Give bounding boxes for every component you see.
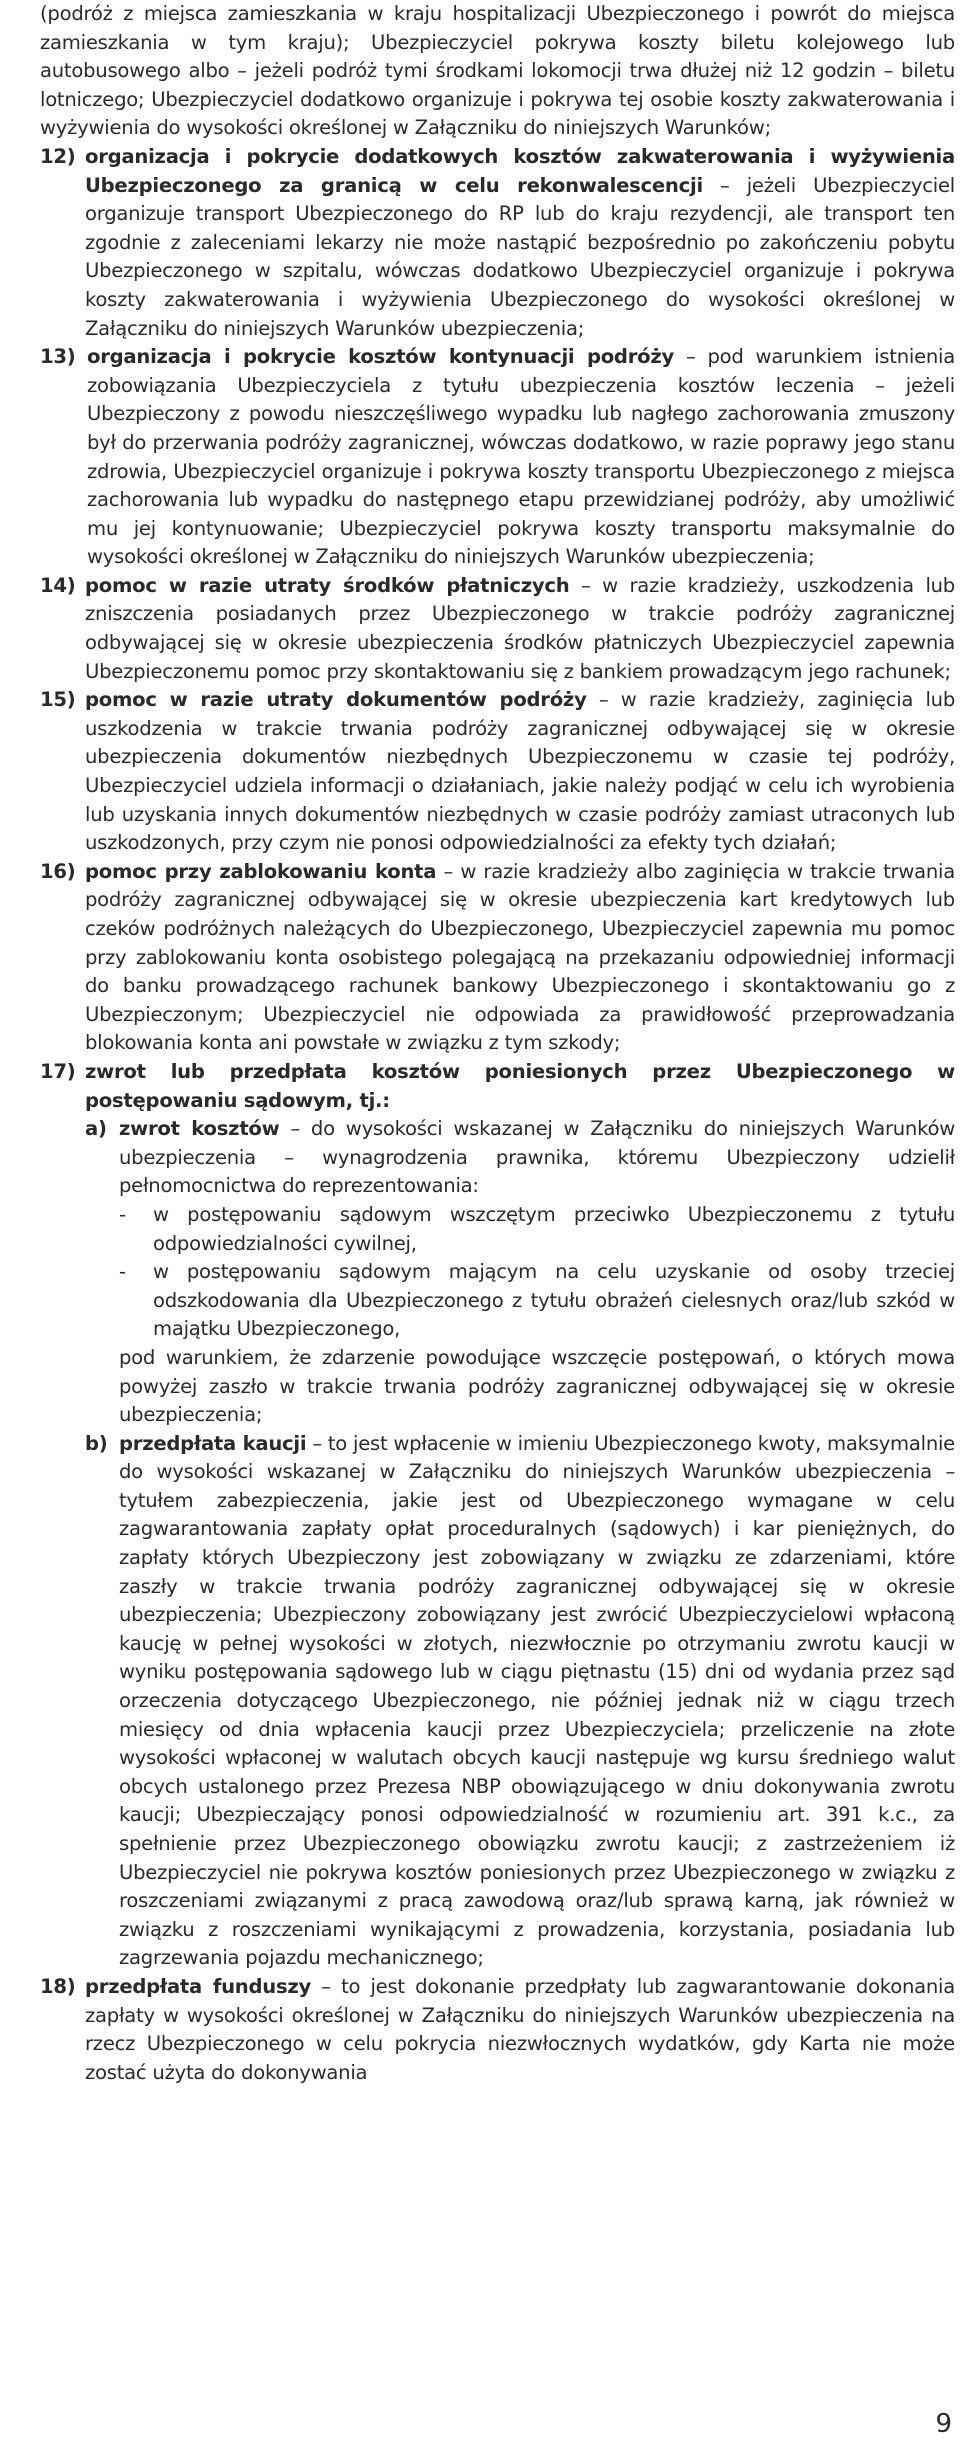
dash-marker: - xyxy=(119,1202,126,1226)
item-17 xyxy=(40,1058,955,1973)
item-body xyxy=(87,343,955,572)
subitem-b xyxy=(85,1430,955,1973)
subitem-tail: pod warunkiem, że zdarzenie powodujące wszczęcie postępowań, o których mowa powyżej zaszło w trakcie trwania podróży zagranicznej odbywającej się w okresie ubezpieczenia; xyxy=(119,1345,955,1427)
item-title: zwrot lub przedpłata kosztów poniesionych przez Ubezpieczonego w postępowaniu sądowym, tj.: xyxy=(85,1059,955,1112)
dash-text: w postępowaniu sądowym wszczętym przeciwko Ubezpieczonemu z tytułu odpowiedzialności cywilnej, xyxy=(153,1202,955,1255)
subitem-label: a) xyxy=(85,1117,107,1141)
item-text: – jeżeli Ubezpieczyciel organizuje transport Ubezpieczonego do RP lub do kraju rezydencji, ale transport ten zgodnie z zaleceniami lekarzy nie może nastąpić bezpośrednio po zakończeniu pobytu Ubezpieczonego w szpitalu, wówczas dodatkowo Ubezpieczyciel organizuje i pokrywa koszty zakwaterowania i wyżywienia Ubezpieczonego do wysokości określonej w Załączniku do niniejszych Warunków ubezpieczenia; xyxy=(85,173,955,340)
item-number: 13) xyxy=(40,345,76,369)
item-number: 18) xyxy=(40,1974,76,1998)
item-15 xyxy=(40,686,955,858)
item-body xyxy=(85,143,955,343)
dash-text: w postępowaniu sądowym mającym na celu uzyskanie od osoby trzeciej odszkodowania dla Ubezpieczonego z tytułu obrażeń cielesnych oraz/lub szkód w majątku Ubezpieczonego, xyxy=(153,1260,955,1341)
item-text: – w razie kradzieży, zaginięcia lub uszkodzenia w trakcie trwania podróży zagranicznej odbywającej się w okresie ubezpieczenia dokumentów niezbędnych Ubezpieczonemu w czasie tej podróży, Ubezpieczyciel udziela informacji o działaniach, jakie należy podjąć w celu ich wyrobienia lub uzyskania innych dokumentów niezbędnych w czasie podróży zamiast utraconych lub uszkodzonych, przy czym nie ponosi odpowiedzialności za efekty tych działań; xyxy=(85,688,956,855)
item-16 xyxy=(40,858,955,1058)
subitem-body xyxy=(119,1430,955,1973)
item-text: – to jest dokonanie przedpłaty lub zagwarantowanie dokonania zapłaty w wysokości określonej w Załączniku do niniejszych Warunków ubezpieczenia na rzecz Ubezpieczonego w celu pokrycia niezwłocznych wydatków, gdy Karta nie może zostać użyta do dokonywania xyxy=(85,1974,955,2084)
subitem-label: b) xyxy=(85,1431,108,1455)
item-title: pomoc w razie utraty dokumentów podróży xyxy=(85,688,587,712)
item-body xyxy=(85,1973,955,2087)
item-body xyxy=(85,1058,955,1973)
item-title: przedpłata funduszy xyxy=(85,1974,312,1998)
subitem-text: – to jest wpłacenie w imieniu Ubezpieczonego kwoty, maksymalnie do wysokości wskazanej w Załączniku do niniejszych Warunków ubezpieczenia – tytułem zabezpieczenia, jakie jest od Ubezpieczonego wymagane w celu zagwarantowania zapłaty opłat proceduralnych (sądowych) i kar pieniężnych, do zapłaty których Ubezpieczony jest zobowiązany w związku ze zdarzeniami, które zaszły w trakcie trwania podróży zagranicznej odbywającej się w okresie ubezpieczenia; Ubezpieczony zobowiązany jest zwrócić Ubezpieczycielowi wpłaconą kaucję w pełnej wysokości w złotych, niezwłocznie po otrzymaniu zwrotu kaucji w wyniku postępowania sądowego lub w ciągu piętnastu (15) dni od wydania przez sąd orzeczenia dotyczącego Ubezpieczonego, nie później jednak niż w ciągu trzech miesięcy od dnia wpłacenia kaucji przez Ubezpieczyciela; przeliczenie na złote wysokości wpłaconej w walutach obcych kaucji następuje wg kursu średniego walut obcych ustalonego przez Prezesa NBP obowiązującego w dniu dokonywania zwrotu kaucji; Ubezpieczający ponosi odpowiedzialność w rozumieniu art. 391 k.c., za spełnienie przez Ubezpieczonego obowiązku zwrotu kaucji; z zastrzeżeniem iż Ubezpieczyciel nie pokrywa kosztów poniesionych przez Ubezpieczonego w związku z roszczeniami związanymi z pracą zawodową oraz/lub sprawą karną, jak również w związku z roszczeniami wynikającymi z prowadzenia, korzystania, posiadania lub zagrzewania pojazdu mechanicznego; xyxy=(119,1431,955,1970)
item-title: pomoc w razie utraty środków płatniczych xyxy=(85,573,570,597)
document-page xyxy=(40,0,955,2087)
subitem-title: przedpłata kaucji xyxy=(119,1431,307,1455)
item-number: 17) xyxy=(40,1059,76,1083)
item-body xyxy=(85,686,955,858)
dash-item xyxy=(119,1201,955,1258)
item-13 xyxy=(40,343,955,572)
item-18 xyxy=(40,1973,955,2087)
item-number: 14) xyxy=(40,573,76,597)
item-text: – w razie kradzieży, uszkodzenia lub zniszczenia posiadanych przez Ubezpieczonego w trakcie podróży zagranicznej odbywającej się w okresie ubezpieczenia środków płatniczych Ubezpieczyciel zapewnia Ubezpieczonemu pomoc przy skontaktowaniu się z bankiem prowadzącym jego rachunek; xyxy=(85,573,955,683)
subitem-text: – do wysokości wskazanej w Załączniku do niniejszych Warunków ubezpieczenia – wynagrodzenia prawnika, któremu Ubezpieczony udzielił pełnomocnictwa do reprezentowania: xyxy=(119,1117,956,1198)
item-text: – w razie kradzieży albo zaginięcia w trakcie trwania podróży zagranicznej odbywającej się w okresie ubezpieczenia kart kredytowych lub czeków podróżnych należących do Ubezpieczonego, Ubezpieczyciel zapewnia mu pomoc przy zablokowaniu konta osobistego polegającą na przekazaniu odpowiedniej informacji do banku prowadzącego rachunek bankowy Ubezpieczonego i skontaktowaniu go z Ubezpieczonym; Ubezpieczyciel nie odpowiada za prawidłowość przeprowadzania blokowania konta ani powstałe w związku z tym szkody; xyxy=(85,859,955,1055)
subitem-body xyxy=(119,1115,955,1430)
item-number: 12) xyxy=(40,144,76,168)
item-body xyxy=(85,858,955,1058)
item-title: organizacja i pokrycie kosztów kontynuacji podróży xyxy=(87,345,675,369)
item-number: 16) xyxy=(40,859,76,883)
dash-marker: - xyxy=(119,1260,126,1284)
item-title: pomoc przy zablokowaniu konta xyxy=(85,859,437,883)
item-text: – pod warunkiem istnienia zobowiązania Ubezpieczyciela z tytułu ubezpieczenia kosztów leczenia – jeżeli Ubezpieczony z powodu nieszczęśliwego wypadku lub nagłego zachorowania zmuszony był do przerwania podróży zagranicznej, wówczas dodatkowo, w razie poprawy jego stanu zdrowia, Ubezpieczyciel organizuje i pokrywa koszty transportu Ubezpieczonego z miejsca zachorowania lub wypadku do następnego etapu przewidzianej podróży, aby umożliwić mu jej kontynuowanie; Ubezpieczyciel pokrywa koszty transportu maksymalnie do wysokości określonej w Załączniku do niniejszych Warunków ubezpieczenia; xyxy=(87,345,955,569)
item-12 xyxy=(40,143,955,343)
subitem-a xyxy=(85,1115,955,1430)
page-number: 9 xyxy=(935,2409,952,2439)
subitem-title: zwrot kosztów xyxy=(119,1117,280,1141)
item-14 xyxy=(40,572,955,686)
item-body xyxy=(85,572,955,686)
item-number: 15) xyxy=(40,688,76,712)
dash-item xyxy=(119,1258,955,1344)
item-title: organizacja i pokrycie dodatkowych kosztów zakwaterowania i wyżywienia Ubezpieczonego za granicą w celu rekonwalescencji xyxy=(85,144,955,197)
intro-paragraph: (podróż z miejsca zamieszkania w kraju hospitalizacji Ubezpieczonego i powrót do miejsca zamieszkania w tym kraju); Ubezpieczyciel pokrywa koszty biletu kolejowego lub autobusowego albo – jeżeli podróż tymi środkami lokomocji trwa dłużej niż 12 godzin – biletu lotniczego; Ubezpieczyciel dodatkowo organizuje i pokrywa tej osobie koszty zakwaterowania i wyżywienia do wysokości określonej w Załączniku do niniejszych Warunków; xyxy=(40,2,955,140)
